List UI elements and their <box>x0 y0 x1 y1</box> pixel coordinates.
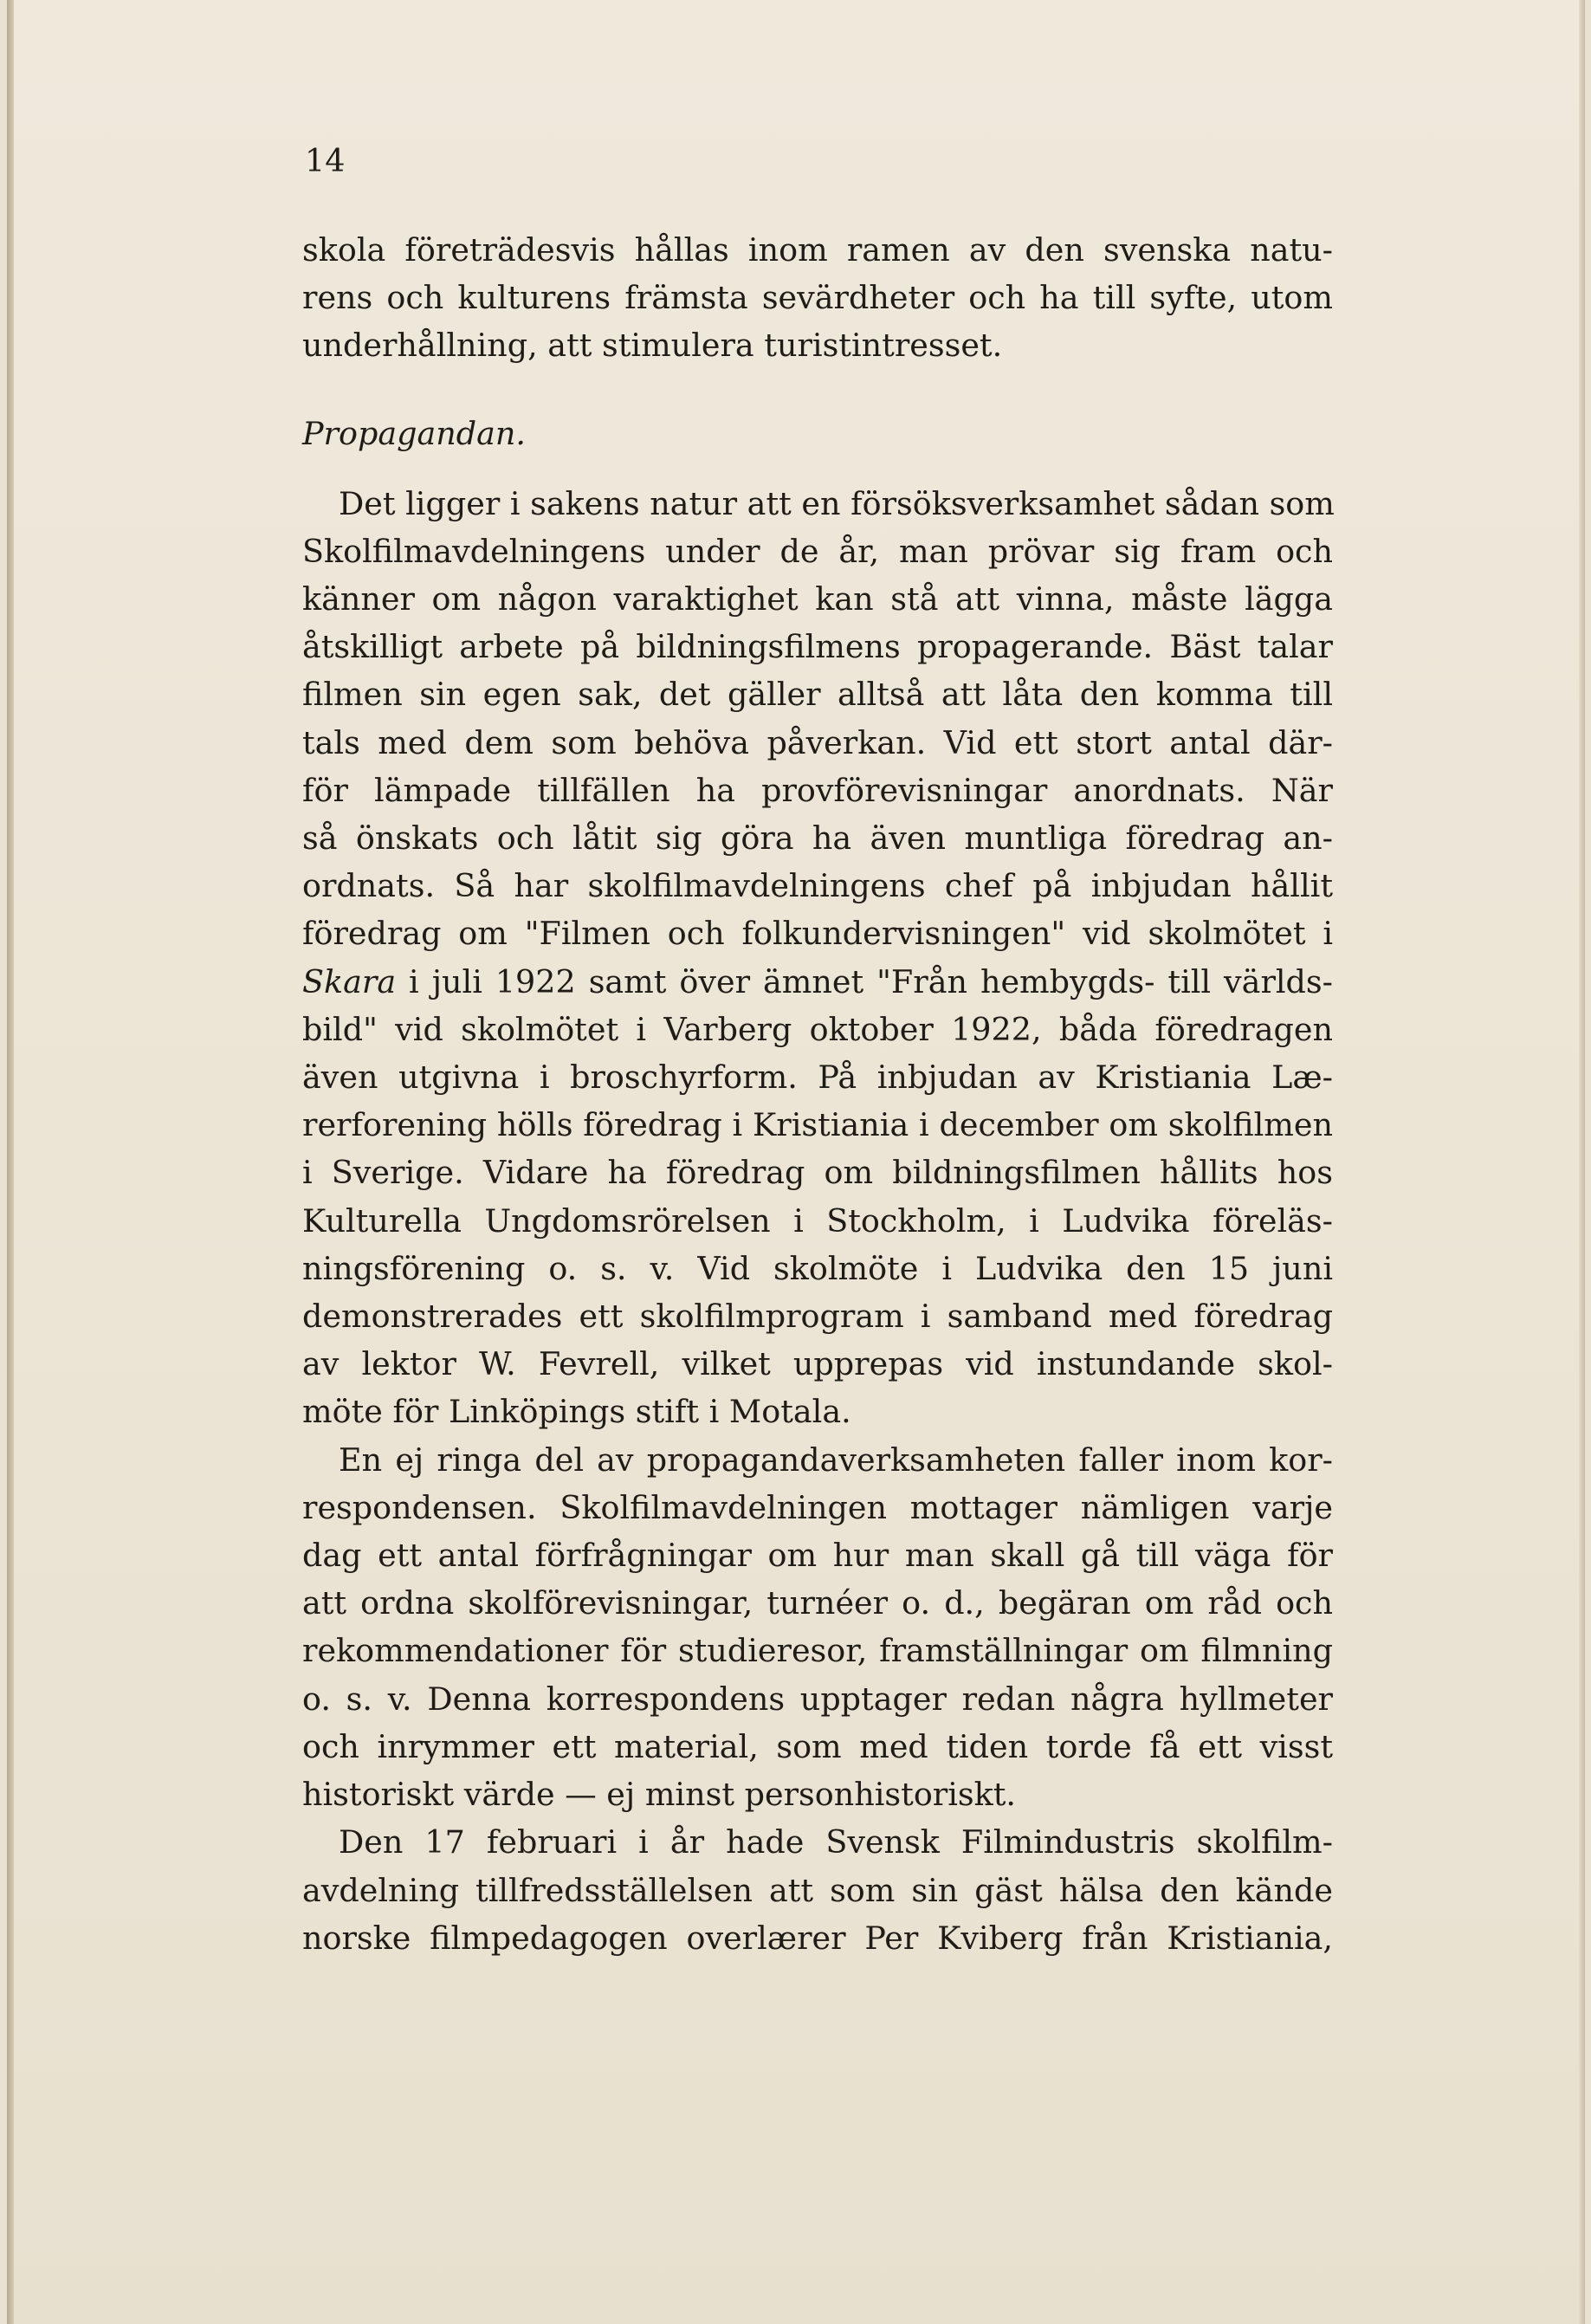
paragraph-propaganda <box>302 480 1333 1436</box>
paragraph-correspondence <box>302 1436 1333 1819</box>
text-line: rekommendationer för studieresor, framställningar om filmning <box>302 1632 1333 1670</box>
text-line: Det ligger i sakens natur att en försöksverksamhet sådan som <box>339 484 1335 522</box>
place-name-italic: Skara <box>302 962 397 1000</box>
text-line: så önskats och låtit sig göra ha även muntliga föredrag an- <box>302 819 1333 858</box>
text-line: respondensen. Skolfilmavdelningen mottager nämligen varje <box>302 1488 1333 1526</box>
text-line: demonstrerades ett skolfilmprogram i samband med föredrag <box>302 1298 1333 1336</box>
text-line: ordnats. Så har skolfilmavdelningens chef på inbjudan hållit <box>302 867 1333 905</box>
text-line: ningsförening o. s. v. Vid skolmöte i Ludvika den 15 juni <box>302 1249 1333 1287</box>
text-line: bild" vid skolmötet i Varberg oktober 1922, båda föredragen <box>302 1010 1333 1048</box>
text-line: avdelning tillfredsställelsen att som sin gäst hälsa den kände <box>302 1871 1333 1909</box>
text-line: rens och kulturens främsta sevärdheter och ha till syfte, utom <box>302 279 1333 317</box>
text-line: av lektor W. Fevrell, vilket upprepas vid instundande skol- <box>302 1345 1333 1383</box>
text-line: filmen sin egen sak, det gäller alltså att låta den komma till <box>302 676 1333 714</box>
text-line: En ej ringa del av propagandaverksamheten faller inom kor- <box>339 1440 1333 1479</box>
text-line: för lämpade tillfällen ha provförevisningar anordnats. När <box>302 771 1333 809</box>
page-right-edge <box>1579 0 1585 2324</box>
text-line: åtskilligt arbete på bildningsfilmens propagerande. Bäst talar <box>302 628 1333 666</box>
text-line: och inrymmer ett material, som med tiden torde få ett visst <box>302 1727 1333 1765</box>
page-left-edge <box>7 0 14 2324</box>
text-line: o. s. v. Denna korrespondens upptager redan några hyllmeter <box>302 1680 1333 1718</box>
page-number: 14 <box>305 142 346 179</box>
section-heading: Propagandan. <box>302 414 526 452</box>
text-line: möte för Linköpings stift i Motala. <box>302 1393 851 1431</box>
text-line: känner om någon varaktighet kan stå att vinna, måste lägga <box>302 580 1333 618</box>
text-line: dag ett antal förfrågningar om hur man skall gå till väga för <box>302 1537 1333 1575</box>
text-line: Skara i juli 1922 samt över ämnet "Från hembygds- till världs- <box>302 962 1333 1000</box>
text-column <box>302 137 1333 1962</box>
text-line: historiskt värde — ej minst personhistoriskt. <box>302 1776 1017 1814</box>
text-line: tals med dem som behöva påverkan. Vid ett stort antal där- <box>302 723 1333 761</box>
text-line: att ordna skolförevisningar, turnéer o. d., begäran om råd och <box>302 1584 1333 1622</box>
paragraph-visit <box>302 1818 1333 1962</box>
text-line: skola företrädesvis hållas inom ramen av den svenska natu- <box>302 231 1333 269</box>
text-line: föredrag om "Filmen och folkundervisningen" vid skolmötet i <box>302 915 1333 953</box>
text-line: även utgivna i broschyrform. På inbjudan av Kristiania Læ- <box>302 1058 1333 1097</box>
text-line: Den 17 februari i år hade Svensk Filmindustris skolfilm- <box>339 1823 1333 1861</box>
text-line: i Sverige. Vidare ha föredrag om bildningsfilmen hållits hos <box>302 1154 1333 1192</box>
text-line: Skolfilmavdelningens under de år, man prövar sig fram och <box>302 532 1333 570</box>
paragraph-intro <box>302 226 1333 370</box>
book-page <box>7 0 1585 2324</box>
text-line: Kulturella Ungdomsrörelsen i Stockholm, i Ludvika föreläs- <box>302 1201 1333 1240</box>
text-line: norske filmpedagogen overlærer Per Kviberg från Kristiania, <box>302 1919 1333 1957</box>
text-line: underhållning, att stimulera turistintresset. <box>302 327 1003 365</box>
text-line: rerforening hölls föredrag i Kristiania i december om skolfilmen <box>302 1106 1333 1144</box>
